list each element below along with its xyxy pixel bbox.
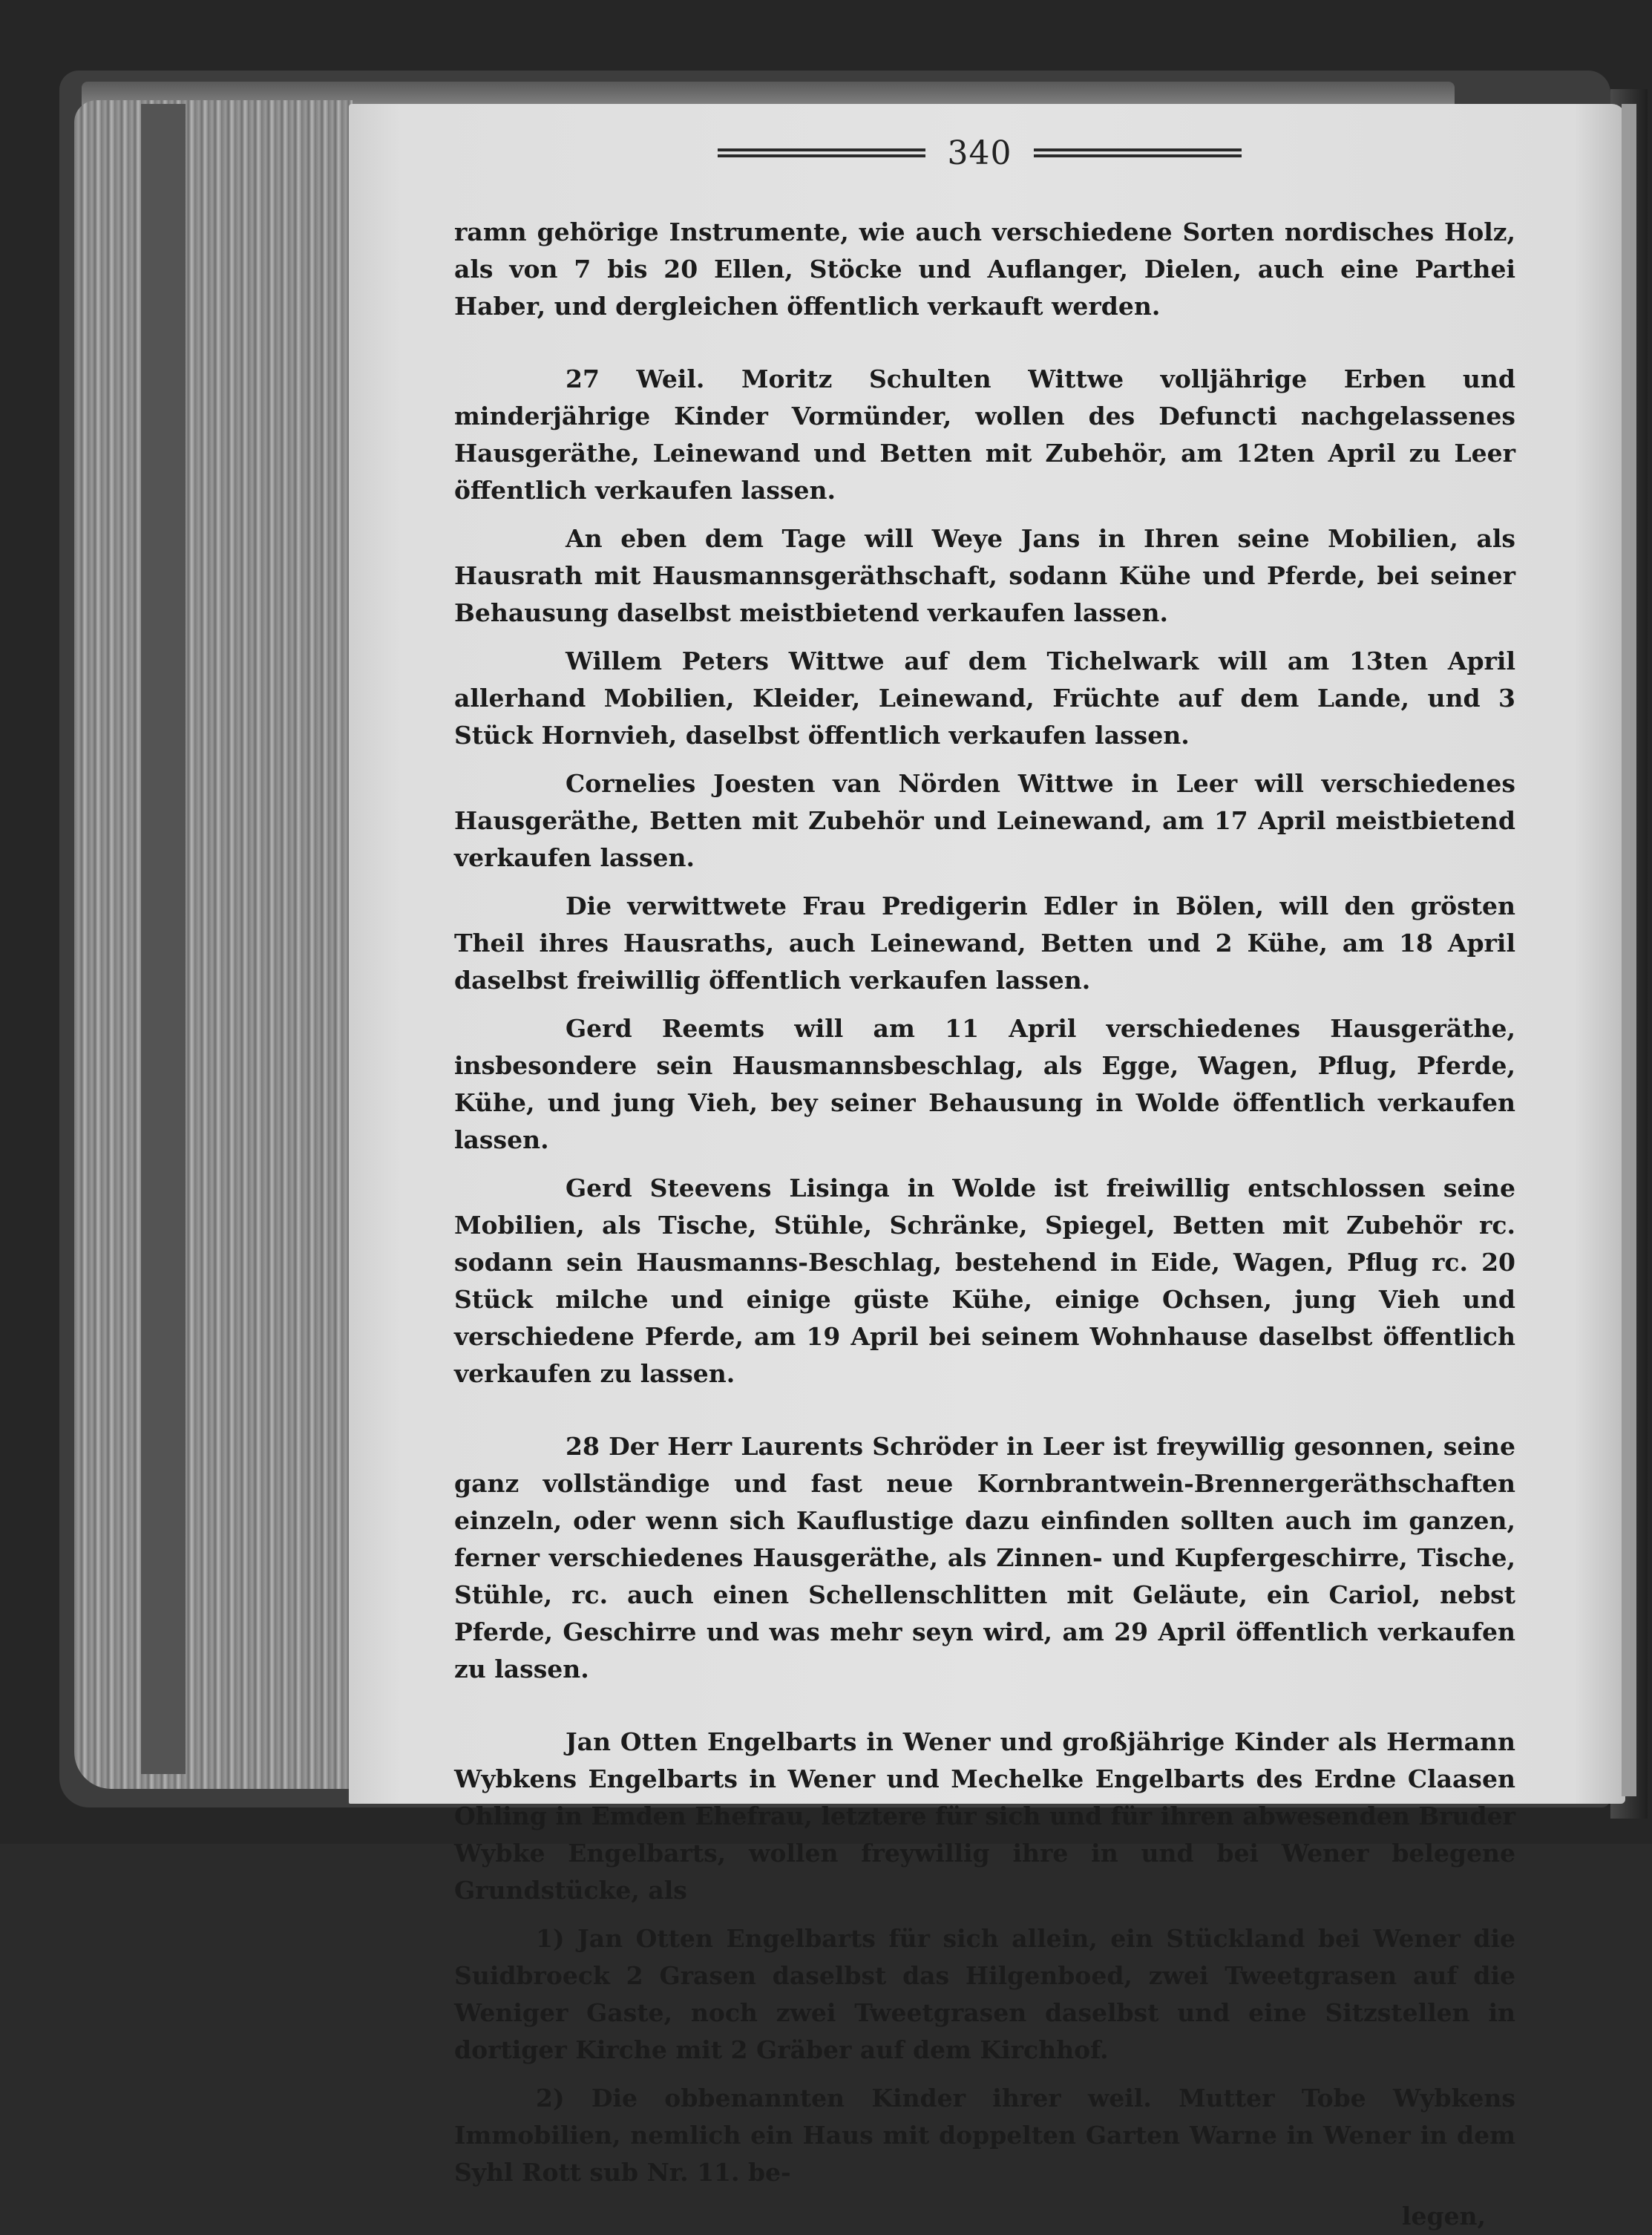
paragraph-schroeder: 28 Der Herr Laurents Schröder in Leer ist freywillig gesonnen, seine ganz vollständige und fast neue Kornbrantwein-Brennergeräthschaften einzeln, oder wenn sich Kauflustige dazu einfinden sollten auch im ganzen, ferner verschiedenes Hausgeräthe, als Zinnen- und Kupfergeschirre, Tische, Stühle, rc. auch einen Schellenschlitten mit Geläute, ein Cariol, nebst Pferde, Geschirre und was mehr seyn wird, am 29 April öffentlich verkaufen zu lassen. [454,1432,1515,1683]
header-rule-right [1034,148,1242,158]
paragraph-engelbarts: Jan Otten Engelbarts in Wener und großjährige Kinder als Hermann Wybkens Engelbarts in Wener und Mechelke Engelbarts des Erdne Claasen Ohling in Emden Ehefrau, letztere für sich und für ihren abwesenden Bruder Wybke Engelbarts, wollen freywillig ihre in und bei Wener belegene Grundstücke, als [454,1727,1515,1905]
catchword: legen, [1401,2202,1486,2231]
page-text [454,214,1515,2235]
list-item-2: 2) Die obbenannten Kinder ihrer weil. Mutter Tobe Wybkens Immobilien, nemlich ein Haus mit doppelten Garten Warne in Wener in dem Syhl Rott sub Nr. 11. be- [454,2084,1515,2187]
paragraph-predigerin: Die verwittwete Frau Predigerin Edler in Bölen, will den grösten Theil ihres Hausraths, auch Leinewand, Betten und 2 Kühe, am 18 April daselbst freiwillig öffentlich verkaufen lassen. [454,891,1515,995]
paragraph-weye-jans: An eben dem Tage will Weye Jans in Ihren seine Mobilien, als Hausrath mit Hausmannsgeräthschaft, sodann Kühe und Pferde, bei seiner Behausung daselbst meistbietend verkaufen lassen. [454,524,1515,627]
paragraph-gerd-reemts: Gerd Reemts will am 11 April verschiedenes Hausgeräthe, insbesondere sein Hausmannsbeschlag, als Egge, Wagen, Pflug, Pferde, Kühe, und jung Vieh, bey seiner Behausung in Wolde öffentlich verkaufen lassen. [454,1014,1515,1154]
paragraph-willem-peters: Willem Peters Wittwe auf dem Tichelwark will am 13ten April allerhand Mobilien, Kleider, Leinewand, Früchte auf dem Lande, und 3 Stück Hornvieh, daselbst öffentlich verkaufen lassen. [454,647,1515,750]
paragraph-gerd-steevens: Gerd Steevens Lisinga in Wolde ist freiwillig entschlossen seine Mobilien, als Tische, Stühle, Schränke, Spiegel, Betten mit Zubehör rc. sodann sein Hausmanns-Beschlag, bestehend in Eide, Wagen, Pflug rc. 20 Stück milche und einige güste Kühe, einige Ochsen, jung Vieh und verschiedene Pferde, am 19 April bei seinem Wohnhause daselbst öffentlich verkaufen zu lassen. [454,1174,1515,1388]
list-item-1: 1) Jan Otten Engelbarts für sich allein, ein Stückland bei Wener die Suidbroeck 2 Grasen daselbst das Hilgenboed, zwei Tweetgrasen auf die Weniger Gaste, noch zwei Tweetgrasen daselbst und eine Sitzstellen in dortiger Kirche mit 2 Gräber auf dem Kirchhof. [454,1924,1515,2064]
paragraph-holz: ramn gehörige Instrumente, wie auch verschiedene Sorten nordisches Holz, als von 7 bis 20 Ellen, Stöcke und Auflanger, Dielen, auch eine Parthei Haber, und dergleichen öffentlich verkauft werden. [454,217,1515,321]
paragraph-schulten: 27 Weil. Moritz Schulten Wittwe volljährige Erben und minderjährige Kinder Vormünder, wollen des Defuncti nachgelassenes Hausgeräthe, Leinewand und Betten mit Zubehör, am 12ten April zu Leer öffentlich verkaufen lassen. [454,364,1515,505]
page-header [698,131,1262,175]
page-right-strip [1622,104,1636,1796]
page-edges [74,100,353,1789]
paragraph-cornelies: Cornelies Joesten van Nörden Wittwe in Leer will verschiedenes Hausgeräthe, Betten mit Zubehör und Leinewand, am 17 April meistbietend verkaufen lassen. [454,769,1515,872]
page-edges-shadow [141,104,186,1774]
page-number: 340 [947,134,1012,172]
header-rule-left [718,148,925,158]
